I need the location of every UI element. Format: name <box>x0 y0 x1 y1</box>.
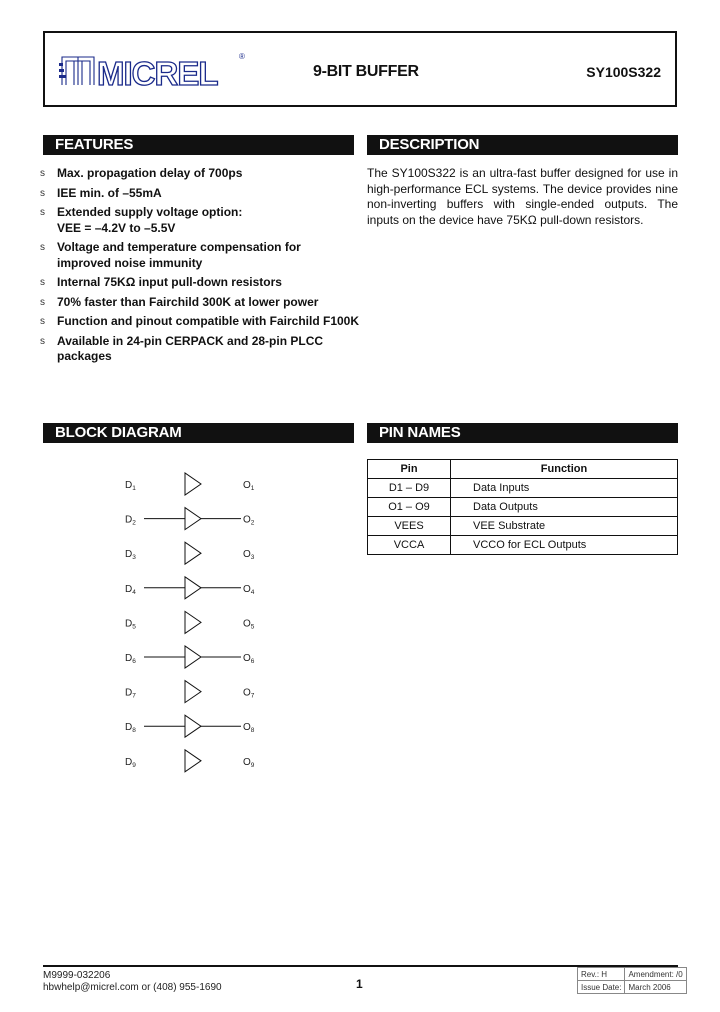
header-box <box>43 31 677 107</box>
document-title: 9-BIT BUFFER <box>313 63 419 80</box>
registered-mark: ® <box>239 52 245 61</box>
buffer-gate <box>185 473 201 495</box>
feature-item: s Available in 24-pin CERPACK and 28-pin PLCC packages <box>40 333 324 363</box>
features-list <box>40 166 360 369</box>
block-diagram <box>40 462 360 782</box>
bullet: s <box>40 316 45 327</box>
description-heading: DESCRIPTION <box>367 135 678 155</box>
features-heading: FEATURES <box>43 135 354 155</box>
issue-date: March 2006 <box>625 981 686 994</box>
page-number: 1 <box>356 977 363 991</box>
input-label: $D_7$ <box>125 687 136 700</box>
block-diagram-heading: BLOCK DIAGRAM <box>43 423 354 443</box>
output-label: $O_1$ <box>243 480 255 492</box>
bullet: s <box>40 187 45 199</box>
input-label: $D_4$ <box>125 583 136 596</box>
contact-info: hbwhelp@micrel.com or (408) 955-1690 <box>43 982 222 993</box>
revision: Rev.: H <box>578 968 625 981</box>
feature-item: s Voltage and temperature compensation for improved noise immunity <box>40 240 301 270</box>
buffer-gate <box>185 681 201 703</box>
output-label: $O_8$ <box>243 722 255 735</box>
revision-box <box>577 967 687 994</box>
input-label: $D_6$ <box>125 653 136 665</box>
input-label: $D_5$ <box>125 618 136 631</box>
micrel-logo <box>59 47 249 93</box>
table-row: VEES VEE Substrate <box>368 517 678 536</box>
output-label: $O_3$ <box>243 549 255 562</box>
bullet: s <box>40 296 45 308</box>
output-label: $O_2$ <box>243 514 255 527</box>
feature-item: s 70% faster than Fairchild 300K at lower power <box>40 294 319 309</box>
function-column-header: Function <box>451 460 678 479</box>
output-label: $O_4$ <box>243 583 255 596</box>
bullet: s <box>40 277 45 288</box>
table-row: D1 – D9 Data Inputs <box>368 479 678 498</box>
pin-names-table <box>367 459 678 555</box>
part-number: SY100S322 <box>586 64 661 80</box>
logo-text: MICREL <box>97 55 218 92</box>
feature-item: s Function and pinout compatible with Fairchild F100K <box>40 314 360 328</box>
output-label: $O_9$ <box>243 756 255 769</box>
input-label: $D_9$ <box>125 756 136 769</box>
table-row: VCCA VCCO for ECL Outputs <box>368 536 678 555</box>
buffer-gate <box>185 611 201 633</box>
input-label: $D_3$ <box>125 549 136 562</box>
feature-item: s Extended supply voltage option: VEE = –4.2V to –5.5V <box>40 205 243 235</box>
issue-date-label: Issue Date: <box>578 981 625 994</box>
feature-item: s Internal 75KΩ input pull-down resistors <box>40 275 282 289</box>
feature-item: s Max. propagation delay of 700ps <box>40 166 243 180</box>
amendment: Amendment: /0 <box>625 968 686 981</box>
buffer-gate <box>185 542 201 564</box>
output-label: $O_6$ <box>243 653 255 665</box>
input-label: $D_2$ <box>125 514 136 527</box>
bullet: s <box>40 207 45 218</box>
description-text: The SY100S322 is an ultra-fast buffer designed for use in high-performance ECL systems. The device provides nine non-inverting buffers with single-ended outputs. The inputs on the device have 75KΩ pull-down resistors. <box>367 166 678 227</box>
table-row: O1 – O9 Data Outputs <box>368 498 678 517</box>
buffer-gate <box>185 715 201 737</box>
footer-left <box>43 970 222 994</box>
bullet: s <box>40 335 45 347</box>
feature-item: s IEE min. of –55mA <box>40 185 162 200</box>
bullet: s <box>40 242 45 253</box>
buffer-gate <box>185 508 201 530</box>
output-label: $O_5$ <box>243 618 255 631</box>
bullet: s <box>40 168 45 179</box>
pin-names-heading: PIN NAMES <box>367 423 678 443</box>
buffer-gate <box>185 577 201 599</box>
input-label: $D_8$ <box>125 722 136 735</box>
pin-column-header: Pin <box>368 460 451 479</box>
input-label: $D_1$ <box>125 480 136 492</box>
buffer-gate <box>185 750 201 772</box>
doc-number: M9999-032206 <box>43 970 111 981</box>
output-label: $O_7$ <box>243 687 255 700</box>
buffer-gate <box>185 646 201 668</box>
